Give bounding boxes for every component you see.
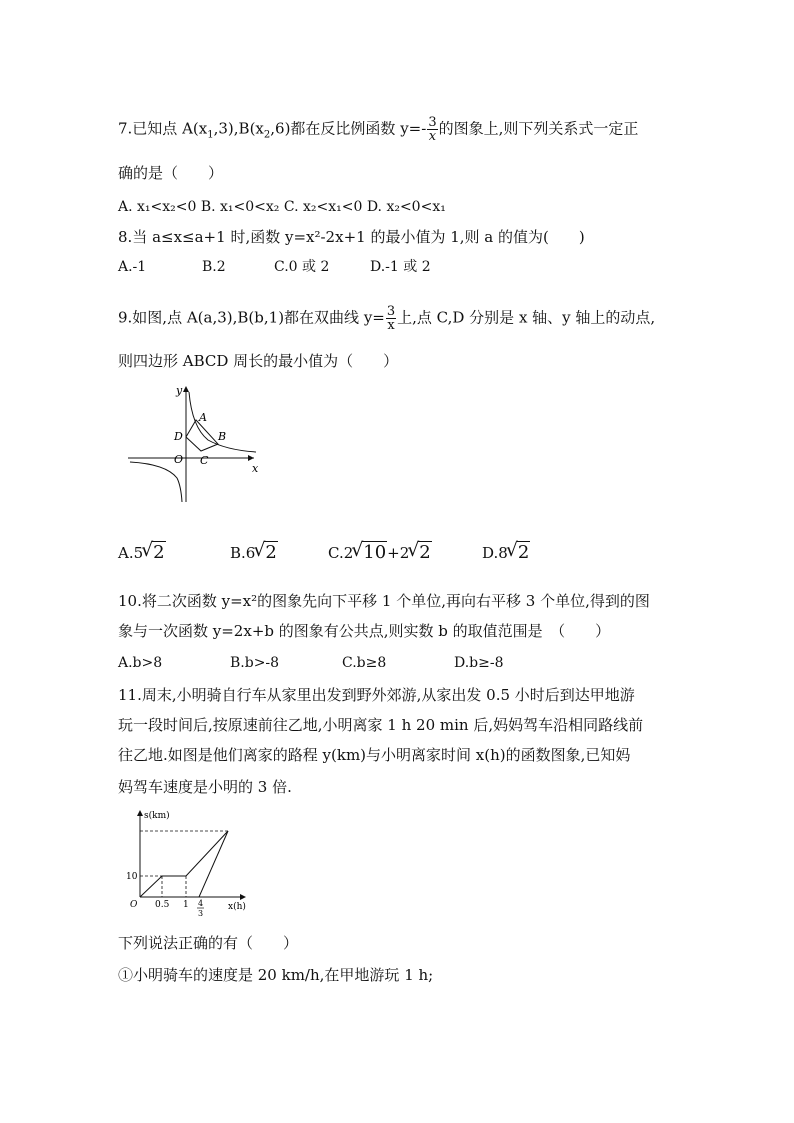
q9-label-a: A — [199, 411, 207, 424]
q9-figure — [126, 382, 266, 507]
q9-text-b: 上,点 C,D 分别是 x 轴、y 轴上的动点, — [397, 308, 656, 327]
q9-label-b: B — [218, 430, 227, 443]
q9-option-c-rad1: 10 — [363, 542, 387, 563]
q11-line3: 往乙地.如图是他们离家的路程 y(km)与小明离家时间 x(h)的函数图象,已知妈 — [118, 746, 631, 764]
q9-options — [118, 542, 530, 564]
q10-option-d: D.b≥-8 — [454, 655, 504, 671]
q11-label-s: s(km) — [144, 811, 170, 821]
q11-label-frac-den: 3 — [198, 909, 204, 918]
q9-label-x: x — [252, 462, 259, 475]
q9-line1 — [118, 305, 655, 332]
q9-option-c-sqrt2 — [409, 542, 431, 564]
q11-label-10: 10 — [126, 872, 138, 882]
q10-options — [118, 652, 504, 674]
q9-label-y: y — [176, 384, 183, 397]
q10-line1: 10.将二次函数 y=x²的图象先向下平移 1 个单位,再向右平移 3 个单位,得到的图 — [118, 592, 650, 610]
q10-option-b: B.b>-8 — [230, 655, 280, 671]
q9-option-c-text: C.2 — [328, 544, 354, 562]
q9-option-c-mid: +2 — [387, 544, 410, 562]
q7-sub2: 2 — [263, 129, 271, 141]
q11-line4: 妈驾车速度是小明的 3 倍. — [118, 778, 292, 796]
q8-options — [118, 256, 431, 278]
q9-option-d-sqrt — [508, 542, 530, 564]
q9-option-d — [482, 542, 530, 564]
q7-text-a: 7.已知点 A(x — [118, 119, 208, 138]
q11-question: 下列说法正确的有（ ） — [118, 934, 299, 952]
q9-quadrilateral — [186, 420, 218, 451]
q7-line1 — [118, 116, 638, 147]
q7-frac-den: x — [428, 129, 437, 144]
q11-y-arrow — [137, 810, 143, 816]
q9-option-b — [230, 542, 328, 564]
q11-xiaoming-line — [140, 831, 228, 897]
q7-fraction — [427, 116, 437, 143]
q9-label-d: D — [174, 430, 183, 443]
q8-option-c: C.0 或 2 — [274, 259, 330, 275]
q9-hyperbola-left — [130, 462, 182, 502]
q8-option-a: A.-1 — [118, 259, 147, 275]
q9-option-d-text: D.8 — [482, 544, 508, 562]
q11-label-half: 0.5 — [155, 900, 170, 910]
q11-label-x: x(h) — [228, 902, 246, 912]
q7-options: A. x₁<x₂<0 B. x₁<0<x₂ C. x₂<x₁<0 D. x₂<0<x₁ — [118, 199, 446, 215]
q7-text-c: ,6)都在反比例函数 y=- — [270, 119, 427, 138]
q7-frac-num: 3 — [428, 115, 437, 130]
q9-option-c-sqrt1 — [353, 542, 387, 564]
q9-option-a-rad: 2 — [153, 542, 165, 563]
q9-frac-den: x — [387, 318, 395, 333]
q7-line2: 确的是（ ） — [118, 164, 224, 182]
q9-option-c — [328, 542, 482, 564]
q9-option-b-sqrt — [255, 542, 277, 564]
q11-label-frac-num: 4 — [198, 899, 204, 908]
q9-option-a-sqrt — [143, 542, 165, 564]
q11-label-o: O — [130, 900, 138, 910]
q9-label-o: O — [174, 453, 184, 466]
q8-stem: 8.当 a≤x≤a+1 时,函数 y=x²-2x+1 的最小值为 1,则 a 的值为( ) — [118, 228, 585, 246]
q11-graph — [124, 806, 254, 922]
q11-line2: 玩一段时间后,按原速前往乙地,小明离家 1 h 20 min 后,妈妈驾车沿相同路线前 — [118, 716, 644, 734]
q7-text-b: ,3),B(x — [213, 119, 264, 138]
q7-text-d: 的图象上,则下列关系式一定正 — [438, 119, 639, 138]
q9-option-a — [118, 542, 230, 564]
q11-line1: 11.周末,小明骑自行车从家里出发到野外郊游,从家出发 0.5 小时后到达甲地游 — [118, 686, 635, 704]
q10-line2: 象与一次函数 y=2x+b 的图象有公共点,则实数 b 的取值范围是 （ ） — [118, 622, 611, 640]
q8-option-b: B.2 — [202, 259, 226, 275]
q9-label-c: C — [200, 454, 209, 467]
q10-option-a: A.b>8 — [118, 655, 163, 671]
q9-option-d-rad: 2 — [517, 542, 530, 563]
q9-text-a: 9.如图,点 A(a,3),B(b,1)都在双曲线 y= — [118, 308, 385, 327]
q9-option-c-rad2: 2 — [419, 542, 431, 563]
q11-x-arrow — [240, 894, 246, 900]
q9-line2: 则四边形 ABCD 周长的最小值为（ ） — [118, 352, 399, 370]
q9-fraction — [386, 305, 396, 332]
q9-option-a-text: A.5 — [118, 544, 144, 562]
q11-statement-1: ①小明骑车的速度是 20 km/h,在甲地游玩 1 h; — [118, 966, 434, 984]
q7-sub1: 1 — [207, 129, 214, 141]
q9-x-arrow — [248, 455, 254, 461]
q9-frac-num: 3 — [386, 304, 396, 319]
q11-mom-line — [199, 831, 228, 897]
q8-option-d: D.-1 或 2 — [370, 259, 431, 275]
q9-option-b-text: B.6 — [230, 544, 256, 562]
q11-label-one: 1 — [183, 900, 189, 910]
q9-y-arrow — [183, 386, 189, 392]
q10-option-c: C.b≥8 — [342, 655, 387, 671]
q9-option-b-rad: 2 — [265, 542, 277, 563]
